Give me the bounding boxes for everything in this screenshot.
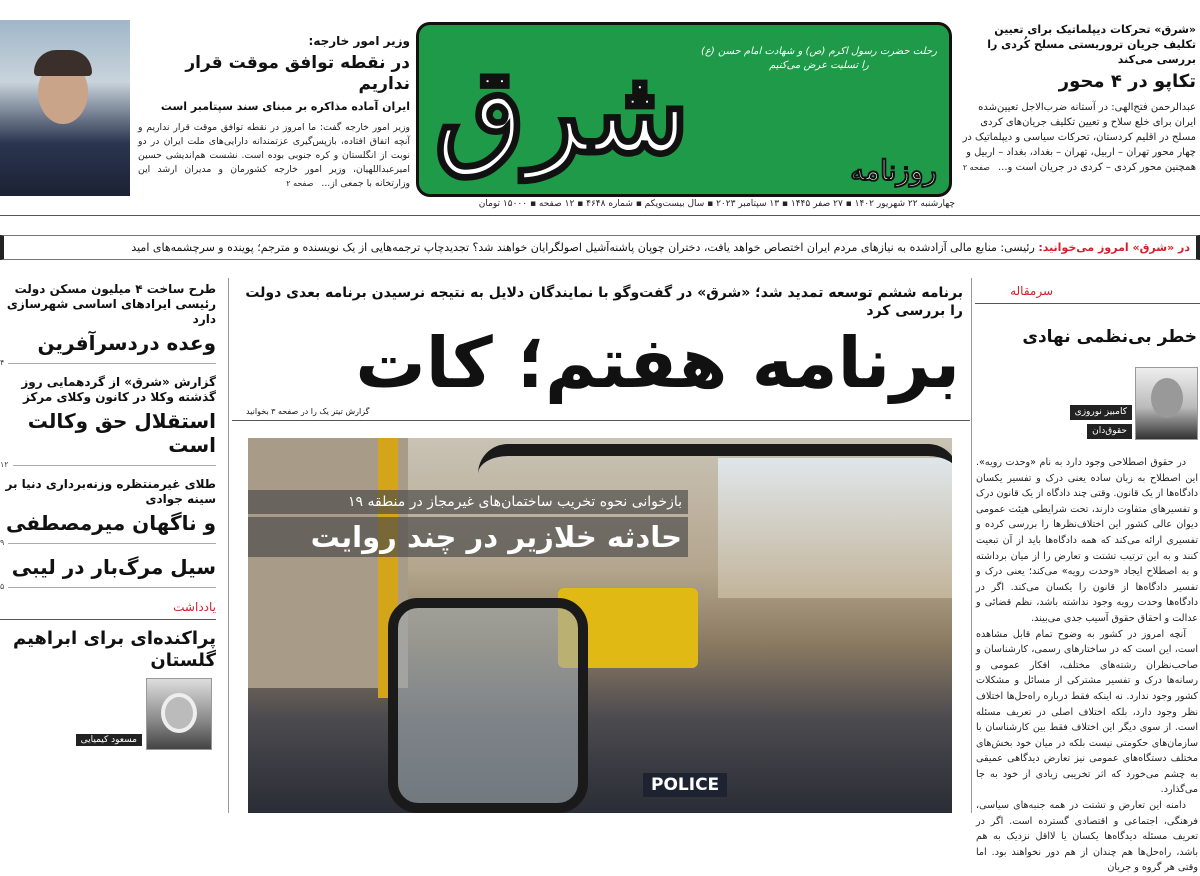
divider [0,619,216,620]
kicker: وزیر امور خارجه: [308,34,410,48]
paragraph: آنچه امروز در کشور به وضوح تمام قابل مشاهده است، این است که در ساختارهای رسمی، کارشناسان و صاحب‌نظران رشته‌های مختلف، افکار عمومی و رسانه‌ها درک و تفسیر مشترکی از مسائل و مشکلات کشور وجود ندارد. نه اینکه فقط درباره راه‌حل‌ها اختلاف نظر وجود دارد، بلکه اختلاف اصلی در تعریف مسئله است. از سوی دیگر این اختلاف فقط بین کارشناسان با سازمان‌های حکومتی نیست بلکه در میان خود بخش‌های مختلف دستگاه‌های عمومی نیز تعارض دیدگاهی عمیقی به چشم می‌خورد که اثر تخریبی زیادی از خود به جا می‌گذارد. [976,628,1198,796]
top-right-story [960,22,1196,175]
photo-overlay [248,490,688,557]
masthead [416,22,952,197]
masthead-logo: شرق [434,41,690,180]
editorial-headline[interactable]: خطر بی‌نظمی نهادی [1022,327,1197,347]
headline[interactable]: سیل مرگ‌بار در لیبی [11,555,216,579]
kicker: گزارش «شرق» از گردهمایی روز گذشته وکلا در کانون وکلای مرکز [21,375,216,404]
top-left-story [138,34,410,191]
divider [8,543,216,544]
kicker: طرح ساخت ۴ میلیون مسکن دولت رئیسی ایرادهای اساسی شهرسازی دارد [6,282,216,326]
body-text: عبدالرحمن فتح‌الهی: در آستانه ضرب‌الاجل تعیین‌شده ایران برای خلع سلاح و تعیین تکلیف جریان‌های کردی مسلح در اقلیم کردستان، تحرکات سیاسی و دیپلماتیک در چهار محور تهران – اربیل، تهران – بغداد، بغداد – اربیل و همچنین محور کردی – کردی در جریان است و... [962,102,1196,173]
divider [0,215,1200,216]
divider [975,303,1200,304]
divider [232,420,970,421]
headline[interactable]: تکاپو در ۴ محور [1058,71,1196,92]
page-ref[interactable]: صفحه ۲ [962,163,990,172]
main-caption[interactable]: گزارش تیتر یک را در صفحه ۳ بخوانید [246,407,370,416]
section-label-editorial: سرمقاله [1010,284,1053,298]
police-label: POLICE [643,773,727,797]
headline[interactable]: و ناگهان میرمصطفی [6,511,216,535]
page-number: ۴ [0,358,5,367]
note-author-block [0,678,216,758]
headline[interactable]: وعده دردسرآفرین [37,331,216,355]
photo-headline[interactable]: حادثه خلازیر در چند روایت [248,517,688,557]
page-number: ۵ [0,582,5,591]
dateline: چهارشنبه ۲۲ شهریور ۱۴۰۲ ▪ ۲۷ صفر ۱۴۴۵ ▪ ۱۳ سپتامبر ۲۰۲۳ ▪ سال بیست‌ویکم ▪ شماره ۴۶۴۸ ▪ ۱۲ صفحه ▪ ۱۵۰۰۰ تومان [478,199,955,209]
page-ref[interactable]: صفحه ۲ [286,179,314,188]
subhead: ایران آماده مذاکره بر مبنای سند سپتامبر است [160,100,410,113]
divider [8,363,216,364]
divider [13,465,216,466]
ticker-bar [0,235,1200,260]
ticker-label: در «شرق» امروز می‌خوانید: [1038,241,1190,254]
paragraph: دامنه این تعارض و تشتت در همه جنبه‌های سیاسی، فرهنگی، اجتماعی و اقتصادی گسترده است. اگر در تعریف مسئله دیدگاه‌ها یکسان یا لااقل نزدیک به هم باشد، راه‌حل‌ها هم چندان از هم دور نخواهند بود. اما وقتی هر گروه و جریان [976,800,1198,874]
note-headline[interactable]: پراکنده‌ای برای ابراهیم گلستان [12,628,216,671]
paragraph: در حقوق اصطلاحی وجود دارد به نام «وحدت رویه». این اصطلاح به زبان ساده یعنی درک و تفسیر یکسان دادگاه‌ها از یک قانون. وقتی چند دادگاه از یک قانون درک و تفسیرهای متفاوت دارند، تحت شرایطی هیئت عمومی دیوان عالی کشور این اختلاف‌نظرها را بررسی کرده و تفسیری ارائه می‌کند که همه دادگاه‌ها باید از آن تبعیت کنند و به این ترتیب تشتت و تعارض را از میان برداشته و به اصطلاح ایجاد «وحدت رویه» می‌کند؛ یعنی درک و تفسیر دادگاه‌ها از قانون را یکسان می‌کند. اگر در دادگاه‌ها وحدت رویه وجود نداشته باشد، نظم قضائی و عدالت و احقاق حقوق آسیب جدی می‌بیند. [976,457,1198,624]
left-column-item[interactable] [0,375,216,457]
headline[interactable]: استقلال حق وکالت است [27,409,216,457]
left-column-item[interactable] [0,555,216,579]
left-column [0,282,216,758]
body-text: وزیر امور خارجه گفت: ما امروز در نقطه توافق موقت قرار نداریم و آنچه اتفاق افتاده، بازپس‌گیری عزتمندانه دارایی‌های ملت ایران در دو نوبت از انگلستان و کره جنوبی بوده است. نشست هم‌اندیشی حسین امیرعبداللهیان، وزیر امور خارجه کشورمان و مدیران ارشد این وزارتخانه با جمعی از... [138,122,410,189]
kicker: طلای غیرمنتظره وزنه‌برداری دنیا بر سینه جوادی [5,477,216,506]
editorial-author-photo [1135,367,1198,440]
page-number: ۱۲ [0,460,9,469]
editorial-author-name: کامبیز نوروزی [1070,405,1132,420]
author-name: مسعود کیمیایی [76,734,142,746]
photo-kicker: بازخوانی نحوه تخریب ساختمان‌های غیرمجاز در منطقه ۱۹ [248,490,688,514]
left-column-item[interactable] [0,282,216,355]
column-rule [971,278,972,813]
foreign-minister-photo [0,20,130,196]
divider [8,587,216,588]
editorial-author-role: حقوق‌دان [1087,424,1132,439]
masthead-prefix: روزنامه [850,154,937,187]
main-subhead: برنامه ششم توسعه تمدید شد؛ «شرق» در گفت‌وگو با نمایندگان دلایل به نتیجه نرسیدن برنامه بعدی دولت را بررسی کرد [245,285,963,319]
left-column-item[interactable] [0,477,216,535]
section-label-note: یادداشت [173,600,216,614]
column-rule [228,278,229,813]
ticker-text[interactable]: رئیسی: منابع مالی آزادشده به نیازهای مردم ایران اختصاص خواهد یافت، دختران چوپان پاشنه‌آشیل اصولگرایان خواهند شد؟ تجدیدچاپ ترجمه‌هایی از یک نویسنده و مترجم؛ پوینده و سرچشمه‌های امید [131,241,1035,254]
page-number: ۹ [0,538,5,547]
author-photo [146,678,212,750]
headline[interactable]: در نقطه توافق موقت قرار نداریم [185,53,410,94]
kicker: «شرق» تحرکات دیپلماتیک برای تعیین تکلیف جریان تروریستی مسلح کُردی را بررسی می‌کند [987,23,1196,66]
masthead-tagline: رحلت حضرت رسول اکرم (ص) و شهادت امام حسن (ع) را تسلیت عرض می‌کنیم [701,46,937,71]
main-headline[interactable]: برنامه هفتم؛ کات [355,322,960,404]
